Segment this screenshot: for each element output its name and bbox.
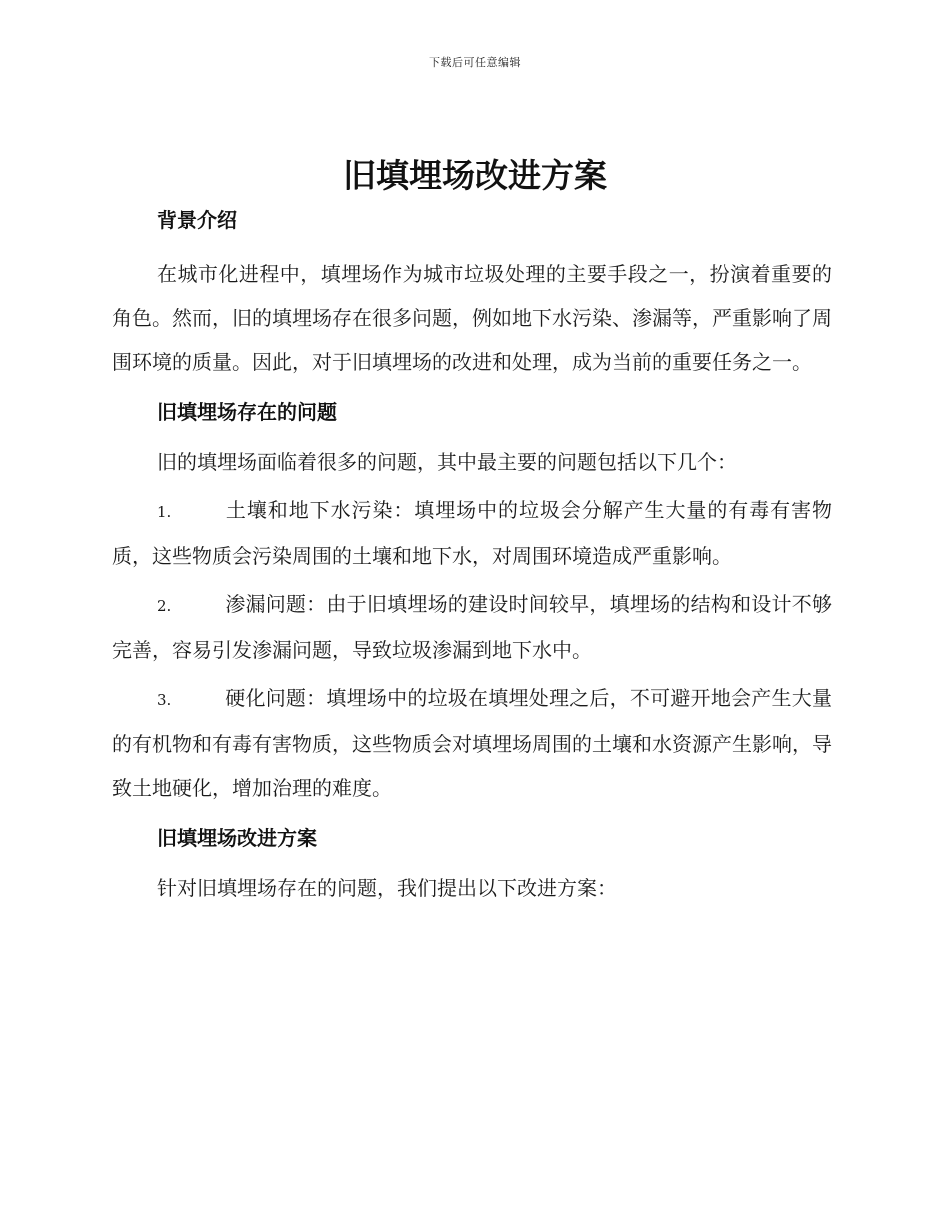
list-number: 1. <box>157 503 172 521</box>
page-header-note: 下载后可任意编辑 <box>429 56 521 69</box>
list-item <box>112 582 832 672</box>
document-title: 旧填埋场改进方案 <box>343 156 607 195</box>
list-number: 3. <box>157 691 172 709</box>
list-item-text: 渗漏问题：由于旧填埋场的建设时间较早，填埋场的结构和设计不够完善，容易引发渗漏问题，导致垃圾渗漏到地下水中。 <box>112 592 832 662</box>
document-body <box>112 200 832 910</box>
section-heading-problems: 旧填埋场存在的问题 <box>157 400 337 424</box>
list-item <box>112 488 832 578</box>
section-heading-background: 背景介绍 <box>157 208 237 232</box>
list-item-text: 土壤和地下水污染：填埋场中的垃圾会分解产生大量的有毒有害物质，这些物质会污染周围的土壤和地下水，对周围环境造成严重影响。 <box>112 498 832 568</box>
problems-intro: 旧的填埋场面临着很多的问题，其中最主要的问题包括以下几个： <box>157 450 737 474</box>
improvement-intro: 针对旧填埋场存在的问题，我们提出以下改进方案： <box>157 876 617 900</box>
list-number: 2. <box>157 597 172 615</box>
section-heading-improvement: 旧填埋场改进方案 <box>157 826 317 850</box>
list-item <box>112 676 832 810</box>
background-paragraph: 在城市化进程中，填埋场作为城市垃圾处理的主要手段之一，扮演着重要的角色。然而，旧的填埋场存在很多问题，例如地下水污染、渗漏等，严重影响了周围环境的质量。因此，对于旧填埋场的改进和处理，成为当前的重要任务之一。 <box>112 262 832 374</box>
list-item-text: 硬化问题：填埋场中的垃圾在填埋处理之后，不可避开地会产生大量的有机物和有毒有害物质，这些物质会对填埋场周围的土壤和水资源产生影响，导致土地硬化，增加治理的难度。 <box>112 686 832 800</box>
